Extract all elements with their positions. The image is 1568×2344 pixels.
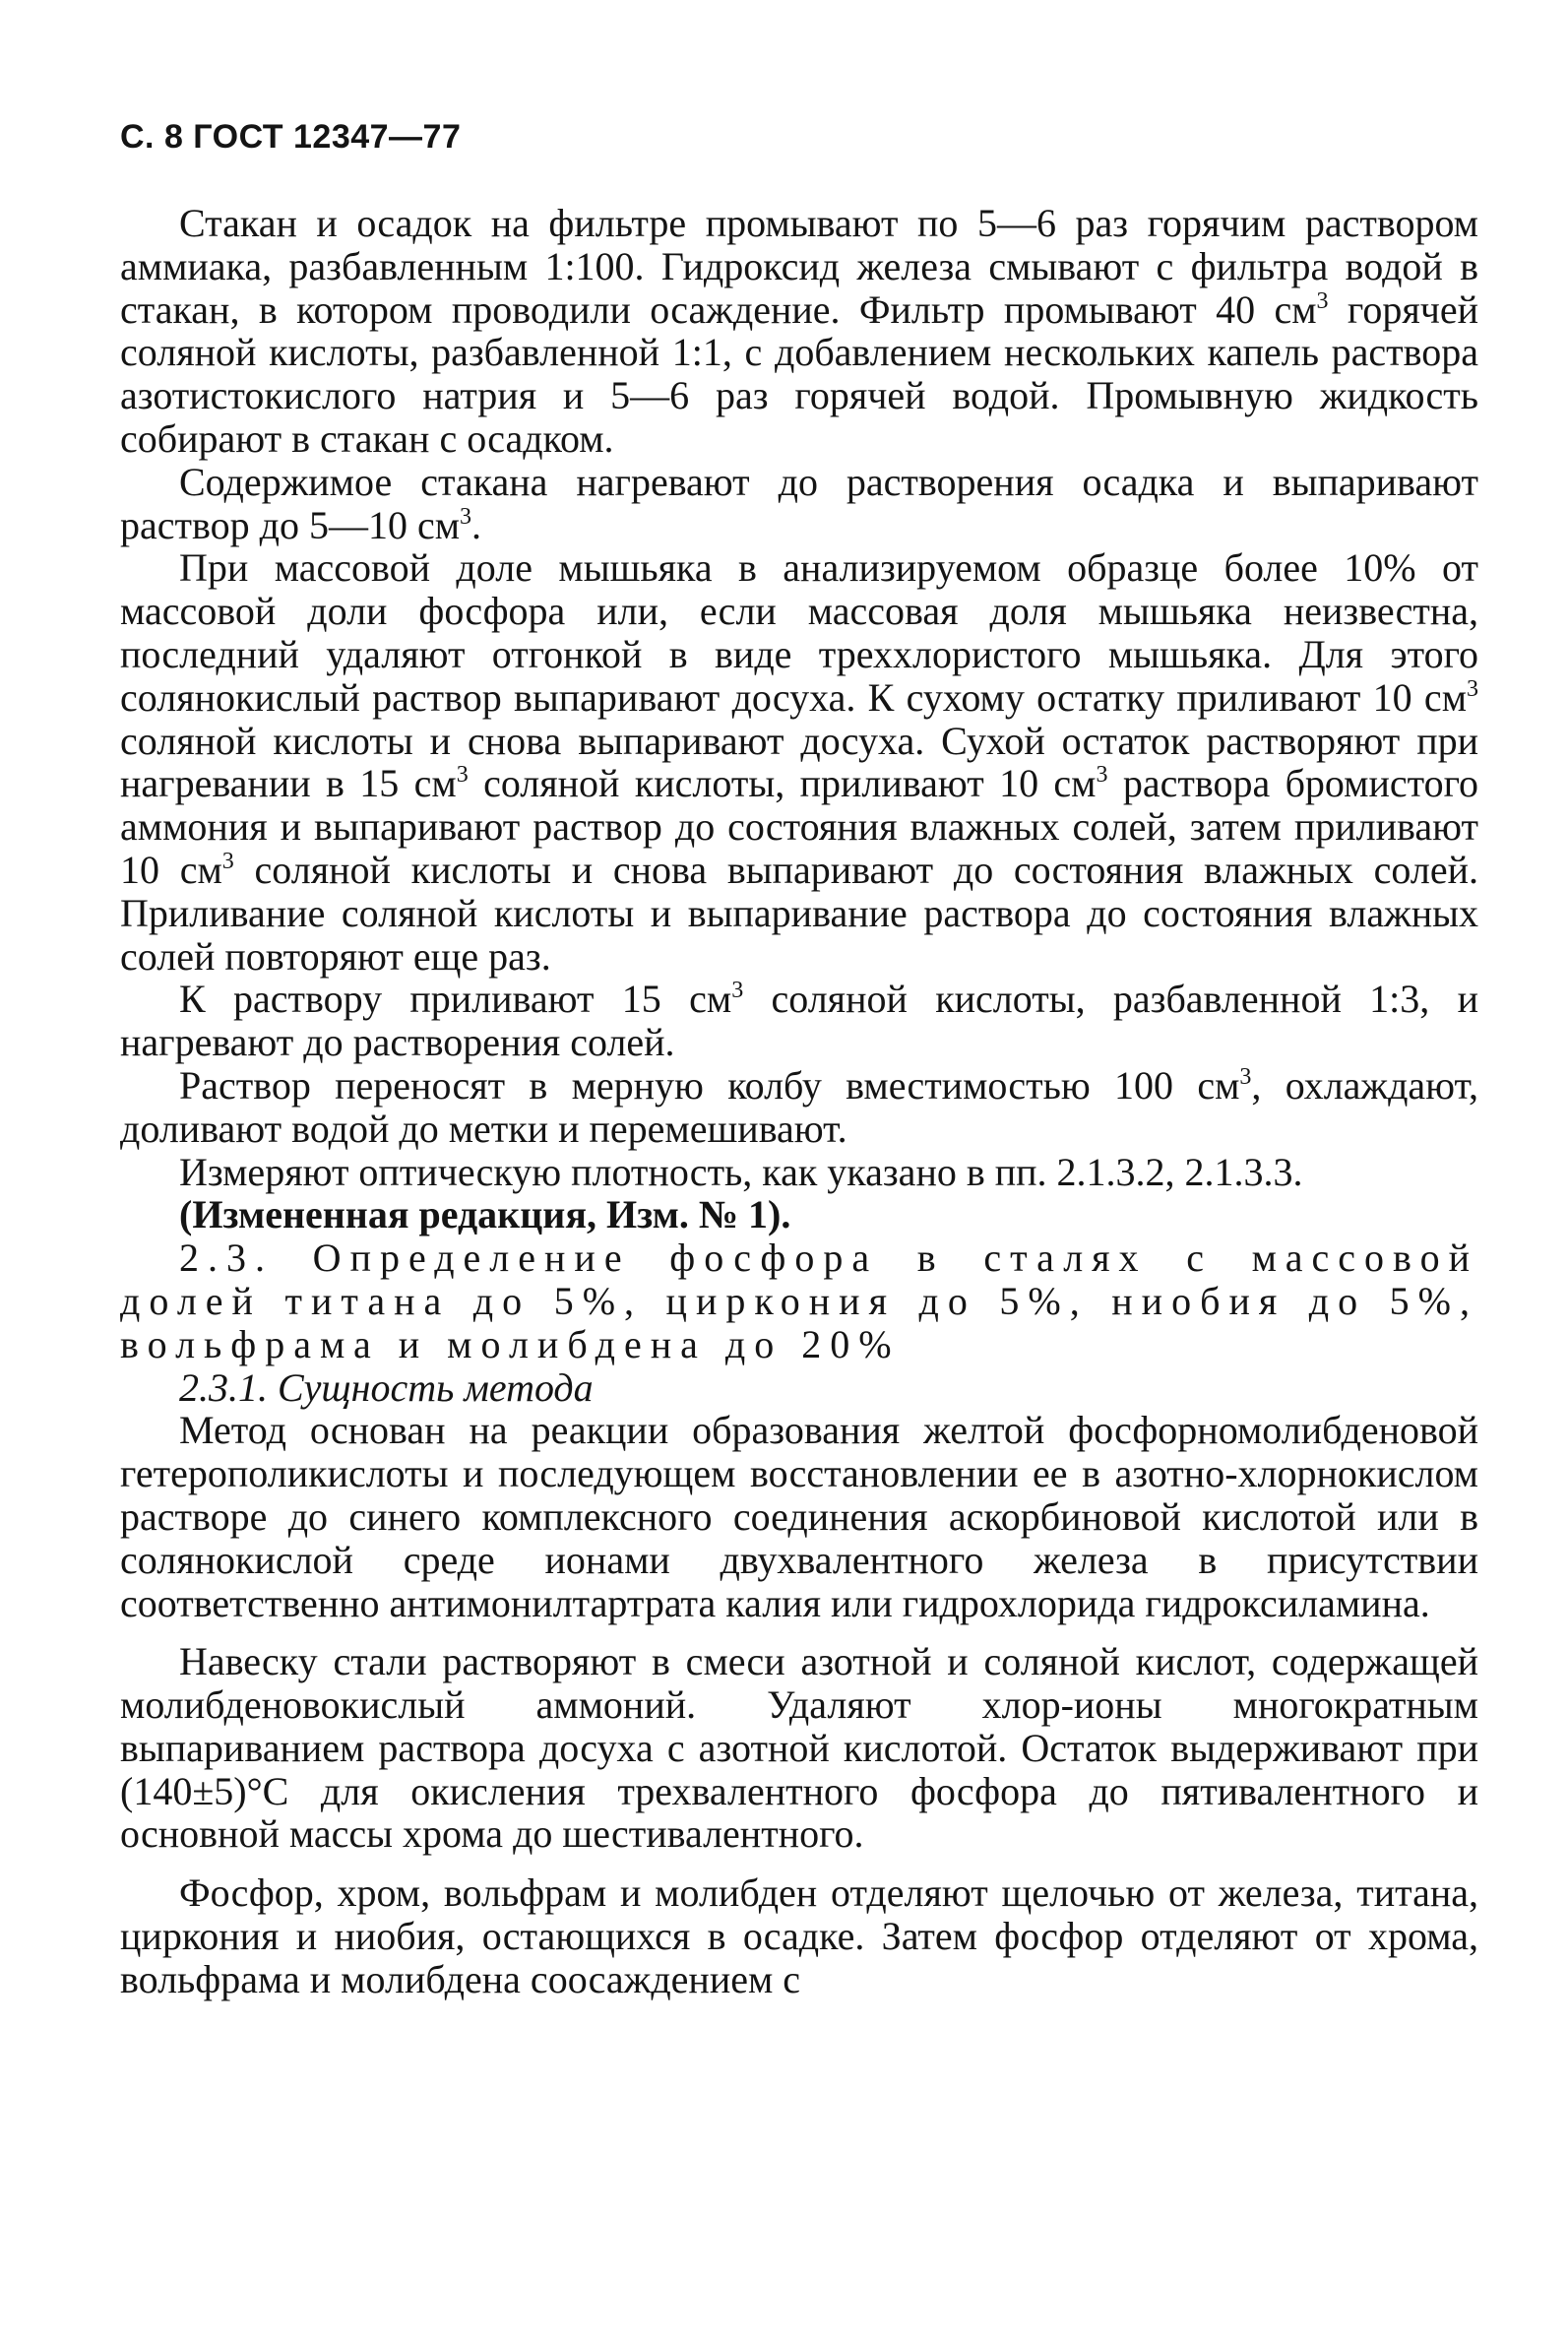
paragraph-arsenic-removal: При массовой доле мышьяка в анализируемом образце более 10% от массовой доли фосфора или, если массовая доля мышьяка неизвестна, последний удаляют отгонкой в виде треххлористого мышьяка. Для этого солянокислый раствор выпаривают досуха. К сухому остатку приливают 10 $см^3$ соляной кислоты и снова выпаривают досуха. Сухой остаток растворяют при нагревании в 15 $см^3$ соляной кислоты, приливают 10 $см^3$ раствора бромистого аммония и выпаривают раствор до состояния влажных солей, затем приливают 10 $см^3$ соляной кислоты и снова выпаривают до состояния влажных солей. Приливание соляной кислоты и выпаривание раствора до состояния влажных солей повторяют еще раз. <box>120 545 1479 979</box>
paragraph-dissolving-salts: К раствору приливают 15 $см^3$ соляной кислоты, разбавленной 1:3, и нагревают до растворения солей. <box>120 977 1478 1065</box>
document-body <box>120 202 1478 2001</box>
paragraph-evaporation: Содержимое стакана нагревают до растворения осадка и выпаривают раствор до 5—10 $см^3$. <box>120 459 1478 547</box>
section-heading-2-3: 2.3. Определение фосфора в сталях с массовой долей титана до 5%, циркония до 5%, ниобия до 5%, вольфрама и молибдена до 20% <box>120 1235 1478 1366</box>
page-header: С. 8 ГОСТ 12347—77 <box>120 118 462 156</box>
subsection-heading-2-3-1: 2.3.1. Сущность метода <box>179 1364 594 1410</box>
paragraph-washing: Стакан и осадок на фильтре промывают по 5—6 раз горячим раствором аммиака, разбавленным 1:100. Гидроксид железа смывают с фильтра водой в стакан, в котором проводили осаждение. Фильтр промывают 40 $см^3$ горячей соляной кислоты, разбавленной 1:1, с добавлением нескольких капель раствора азотистокислого натрия и 5—6 раз горячей водой. Промывную жидкость собирают в стакан с осадком. <box>120 201 1478 461</box>
amendment-note: (Измененная редакция, Изм. № 1). <box>179 1192 791 1237</box>
paragraph-optical-density: Измеряют оптическую плотность, как указано в пп. 2.1.3.2, 2.1.3.3. <box>179 1149 1303 1194</box>
paragraph-sample-dissolution: Навеску стали растворяют в смеси азотной и соляной кислот, содержащей молибденовокислый аммоний. Удаляют хлор-ионы многократным выпариванием раствора досуха с азотной кислотой. Остаток выдерживают при (140±5)°С для окисления трехвалентного фосфора до пятивалентного и основной массы хрома до шестивалентного. <box>120 1639 1478 1857</box>
paragraph-volumetric-flask: Раствор переносят в мерную колбу вместимостью 100 $см^3$, охлаждают, доливают водой до метки и перемешивают. <box>120 1062 1479 1151</box>
paragraph-separation: Фосфор, хром, вольфрам и молибден отделяют щелочью от железа, титана, циркония и ниобия, остающихся в осадке. Затем фосфор отделяют от хрома, вольфрама и молибдена соосаждением с <box>120 1870 1478 2001</box>
paragraph-method-principle: Метод основан на реакции образования желтой фосфорномолибденовой гетерополикислоты и последующем восстановлении ее в азотно-хлорнокислом растворе до синего комплексного соединения аскорбиновой кислотой или в солянокислой среде ионами двухвалентного железа в присутствии соответственно антимонилтартрата калия или гидрохлорида гидроксиламина. <box>120 1408 1478 1625</box>
